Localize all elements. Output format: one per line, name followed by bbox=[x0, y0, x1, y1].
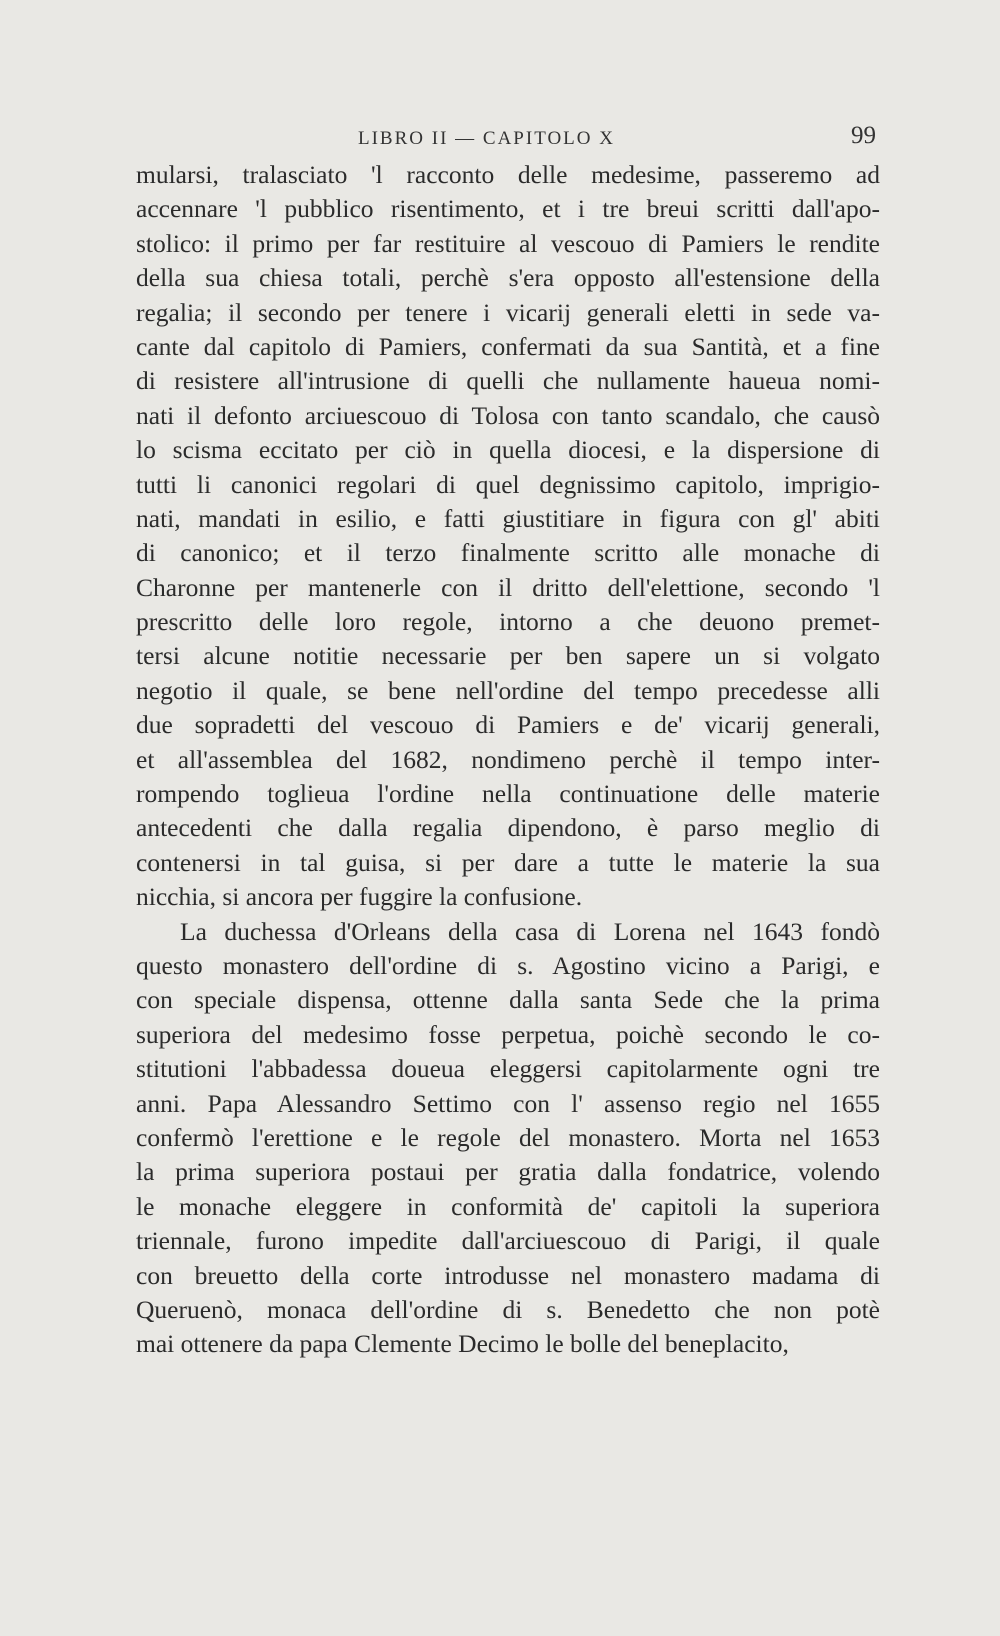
text-line: tutti li canonici regolari di quel degnissimo capitolo, imprigio- bbox=[136, 469, 880, 499]
running-head: LIBRO II — CAPITOLO X bbox=[358, 128, 615, 149]
text-line: contenersi in tal guisa, si per dare a tutte le materie la sua bbox=[136, 847, 880, 877]
text-line: negotio il quale, se bene nell'ordine del tempo precedesse alli bbox=[136, 675, 880, 705]
text-line: confermò l'erettione e le regole del monastero. Morta nel 1653 bbox=[136, 1122, 880, 1152]
text-line: anni. Papa Alessandro Settimo con l' assenso regio nel 1655 bbox=[136, 1088, 880, 1118]
text-line: mularsi, tralasciato 'l racconto delle medesime, passeremo ad bbox=[136, 160, 880, 189]
paragraph bbox=[136, 915, 880, 1362]
text-line: della sua chiesa totali, perchè s'era opposto all'estensione della bbox=[136, 263, 880, 293]
text-line: La duchessa d'Orleans della casa di Lorena nel 1643 fondò bbox=[180, 916, 880, 946]
paragraph bbox=[136, 158, 880, 915]
text-line: tersi alcune notitie necessarie per ben sapere un si volgato bbox=[136, 641, 880, 671]
text-line: stitutioni l'abbadessa doueua eleggersi capitolarmente ogni tre bbox=[136, 1054, 880, 1084]
text-line: con breuetto della corte introdusse nel monastero madama di bbox=[136, 1260, 880, 1290]
text-line: superiora del medesimo fosse perpetua, poichè secondo le co- bbox=[136, 1019, 880, 1049]
text-line: nati, mandati in esilio, e fatti giustitiare in figura con gl' abiti bbox=[136, 503, 880, 533]
page-number: 99 bbox=[851, 122, 876, 149]
text-line: Queruenò, monaca dell'ordine di s. Benedetto che non potè bbox=[136, 1294, 880, 1324]
page-header bbox=[0, 120, 1000, 160]
text-line: stolico: il primo per far restituire al vescouo di Pamiers le rendite bbox=[136, 228, 880, 258]
text-line: lo scisma eccitato per ciò in quella diocesi, e la dispersione di bbox=[136, 435, 880, 465]
text-line: et all'assemblea del 1682, nondimeno perchè il tempo inter- bbox=[136, 744, 880, 774]
text-line: cante dal capitolo di Pamiers, confermati da sua Santità, et a fine bbox=[136, 331, 880, 361]
text-line: questo monastero dell'ordine di s. Agostino vicino a Parigi, e bbox=[136, 950, 880, 980]
text-line: mai ottenere da papa Clemente Decimo le bolle del beneplacito, bbox=[136, 1329, 789, 1359]
text-line: di resistere all'intrusione di quelli che nullamente haueua nomi- bbox=[136, 366, 880, 396]
text-line: nati il defonto arciuescouo di Tolosa con tanto scandalo, che causò bbox=[136, 400, 880, 430]
text-line: con speciale dispensa, ottenne dalla santa Sede che la prima bbox=[136, 985, 880, 1015]
text-line: rompendo toglieua l'ordine nella continuatione delle materie bbox=[136, 779, 880, 809]
text-line: triennale, furono impedite dall'arciuescouo di Parigi, il quale bbox=[136, 1226, 880, 1256]
text-line: la prima superiora postaui per gratia dalla fondatrice, volendo bbox=[136, 1157, 880, 1187]
text-line: regalia; il secondo per tenere i vicarij generali eletti in sede va- bbox=[136, 297, 880, 327]
text-line: nicchia, si ancora per fuggire la confusione. bbox=[136, 882, 583, 912]
text-line: antecedenti che dalla regalia dipendono, è parso meglio di bbox=[136, 813, 880, 843]
text-line: le monache eleggere in conformità de' capitoli la superiora bbox=[136, 1191, 880, 1221]
text-line: prescritto delle loro regole, intorno a che deuono premet- bbox=[136, 607, 880, 637]
text-line: di canonico; et il terzo finalmente scritto alle monache di bbox=[136, 538, 880, 568]
text-line: Charonne per mantenerle con il dritto dell'elettione, secondo 'l bbox=[136, 572, 880, 602]
text-line: due sopradetti del vescouo di Pamiers e de' vicarij generali, bbox=[136, 710, 880, 740]
text-line: accennare 'l pubblico risentimento, et i tre breui scritti dall'apo- bbox=[136, 194, 880, 224]
body-text bbox=[136, 158, 880, 1362]
